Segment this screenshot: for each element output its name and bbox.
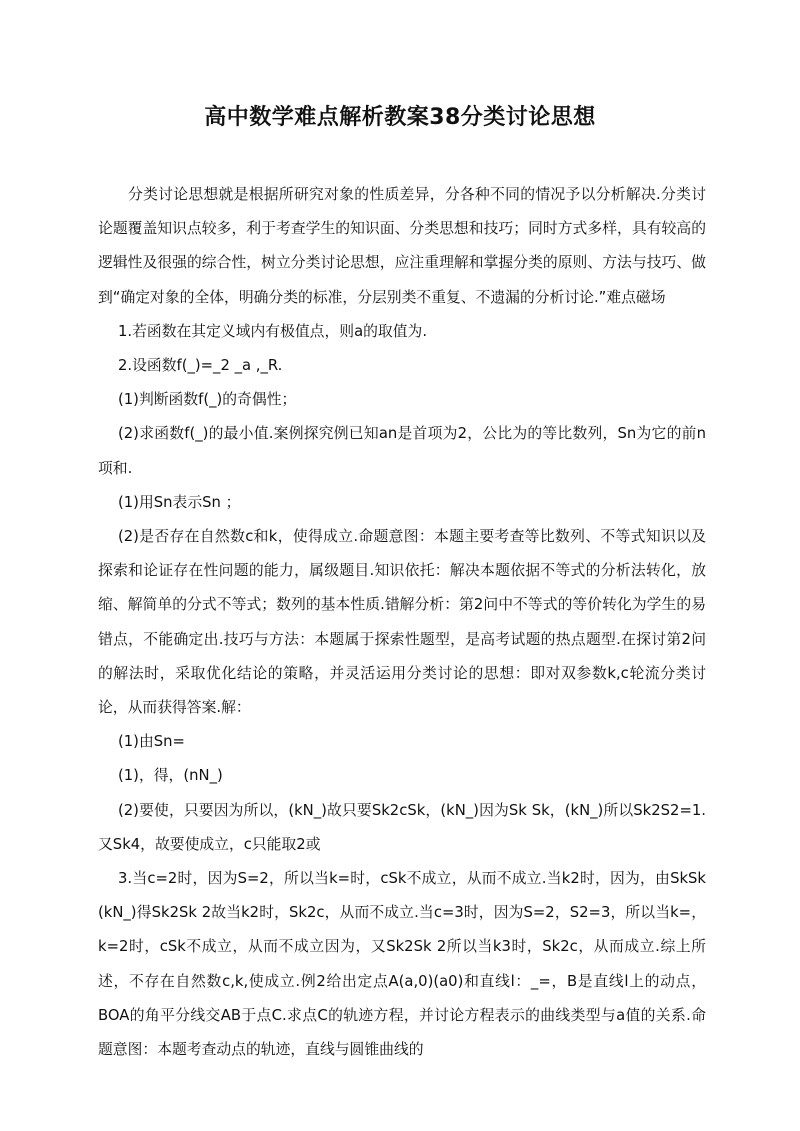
paragraph-question-1: 1.若函数在其定义域内有极值点，则a的取值为.: [118, 322, 428, 340]
paragraph-q2-part-2: (2)求函数f(_)的最小值.案例探究例已知an是首项为2，公比为的等比数列，Sn为它的前n项和.: [98, 425, 706, 477]
paragraph-solution-3: 3.当c=2时，因为S=2，所以当k=时，cSk不成立，从而不成立.当k2时，因为，由SkSk (kN_)得Sk2Sk 2故当k2时，Sk2c，从而不成立.当c=3时，因为S=2，S2=3，所以当k=，k=2时，cSk不成立，从而不成立因为，又Sk2Sk 2所以当k3时，Sk2c，从而成立.综上所述，不存在自然数c,k,使成立.例2给出定点A(a,0)(a0)和直线l：_=，B是直线l上的动点，BOA的角平分线交AB于点C.求点C的轨迹方程，并讨论方程表示的曲线类型与a值的关系.命题意图：本题考查动点的轨迹，直线与圆锥曲线的: [98, 870, 706, 1059]
paragraph-question-2: 2.设函数f(_)=_2 _a ,_R.: [118, 357, 283, 375]
paragraph-solution-1: (1)由Sn=: [118, 733, 185, 751]
paragraph-q2-part-1: (1)判断函数f(_)的奇偶性；: [118, 391, 297, 409]
paragraph-example-part-2: (2)是否存在自然数c和k，使得成立.命题意图：本题主要考查等比数列、不等式知识以及探索和论证存在性问题的能力，属级题目.知识依托：解决本题依据不等式的分析法转化，放缩、解简单的分式不等式；数列的基本性质.错解分析：第2问中不等式的等价转化为学生的易错点，不能确定出.技巧与方法：本题属于探索性题型，是高考试题的热点题型.在探讨第2问的解法时，采取优化结论的策略，并灵活运用分类讨论的思想：即对双参数k,c轮流分类讨论，从而获得答案.解：: [98, 528, 706, 717]
page-title: 高中数学难点解析教案38分类讨论思想: [204, 105, 596, 130]
document-body: [98, 178, 706, 1067]
paragraph-example-part-1: (1)用Sn表示Sn ；: [118, 493, 241, 511]
paragraph-intro: 分类讨论思想就是根据所研究对象的性质差异，分各种不同的情况予以分析解决.分类讨论题覆盖知识点较多，利于考查学生的知识面、分类思想和技巧；同时方式多样，具有较高的逻辑性及很强的综合性，树立分类讨论思想，应注重理解和掌握分类的原则、方法与技巧、做到“确定对象的全体，明确分类的标准，分层别类不重复、不遗漏的分析讨论.”难点磁场: [98, 186, 706, 306]
paragraph-solution-1-cont: (1)，得，(nN_): [118, 767, 223, 785]
paragraph-solution-2: (2)要使，只要因为所以，(kN_)故只要Sk2cSk，(kN_)因为Sk Sk，(kN_)所以Sk2S2=1.又Sk4，故要使成立，c只能取2或: [98, 801, 706, 853]
